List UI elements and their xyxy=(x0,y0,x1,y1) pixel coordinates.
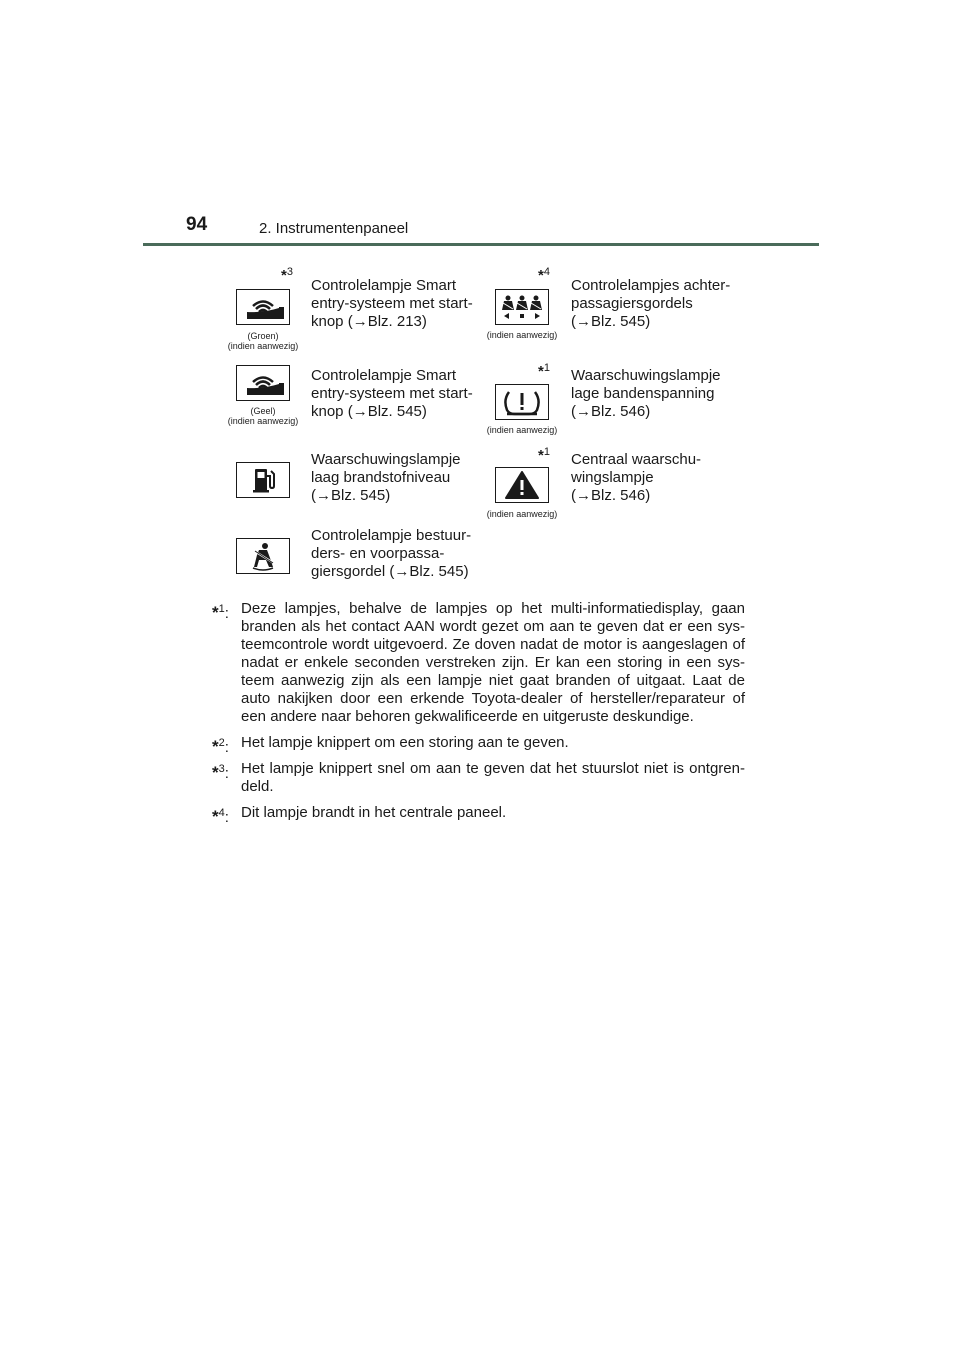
indicator-description: Controlelampjes achter- passagiersgordels (→Blz. 545) xyxy=(571,277,731,330)
footnote: *$^3$: Het lampje knippert snel om aan te geven dat het stuurslot niet is ontgrendeld. xyxy=(212,760,745,795)
footnote: *$^4$: Dit lampje brandt in het centrale paneel. xyxy=(212,804,507,826)
master-warning-icon xyxy=(495,467,549,503)
indicator-description: Waarschuwingslampje laag brandstofniveau (→Blz. 545) xyxy=(311,451,461,504)
row-marker: *3 xyxy=(281,266,293,284)
row-marker: *1 xyxy=(538,362,550,380)
smart-entry-icon xyxy=(236,365,290,401)
section-title: 2. Instrumentenpaneel xyxy=(259,220,409,237)
indicator-description: Waarschuwingslampje lage bandenspanning (→Blz. 546) xyxy=(571,367,721,420)
page-number: 94 xyxy=(186,214,208,235)
seatbelt-icon xyxy=(236,538,290,574)
indicator-description: Controlelampje Smart entry-systeem met start- knop (→Blz. 213) xyxy=(311,277,473,330)
icon-caption: (indien aanwezig) xyxy=(486,425,558,435)
fuel-pump-icon xyxy=(236,462,290,498)
tire-pressure-icon xyxy=(495,384,549,420)
footnote: *$^1$: Deze lampjes, behalve de lampjes op het multi-informatiedisplay, gaan branden als het contact AAN wordt gezet om aan te geven dat er een systeemcontrole wordt uitgevoerd. Ze doven nadat de motor is aangeslagen of nadat er enkele seconden verstreken zijn. Er kan een storing in een systeem aanwezig zijn als een lampje niet gaat branden of uitgaat. Laat de auto nakijken door een erkende Toyota-dealer of hersteller/reparateur of een andere naar behoren gekwalificeerde en uitgeruste deskundige. xyxy=(212,600,745,725)
smart-entry-icon xyxy=(236,289,290,325)
footnotes xyxy=(212,600,745,830)
row-marker: *4 xyxy=(538,266,550,284)
icon-caption: (Groen) (indien aanwezig) xyxy=(227,331,299,351)
icon-caption: (indien aanwezig) xyxy=(486,330,558,340)
indicator-description: Controlelampje bestuur- ders- en voorpassa- giersgordel (→Blz. 545) xyxy=(311,527,472,580)
indicator-description: Controlelampje Smart entry-systeem met start- knop (→Blz. 545) xyxy=(311,367,473,420)
indicator-description: Centraal waarschu- wingslampje (→Blz. 546) xyxy=(571,451,702,504)
footnote: *$^2$: Het lampje knippert om een storing aan te geven. xyxy=(212,734,569,756)
icon-caption: (indien aanwezig) xyxy=(486,509,558,519)
rear-seatbelts-icon xyxy=(495,289,549,325)
icon-caption: (Geel) (indien aanwezig) xyxy=(227,406,299,426)
header-rule xyxy=(143,243,819,246)
row-marker: *1 xyxy=(538,446,550,464)
